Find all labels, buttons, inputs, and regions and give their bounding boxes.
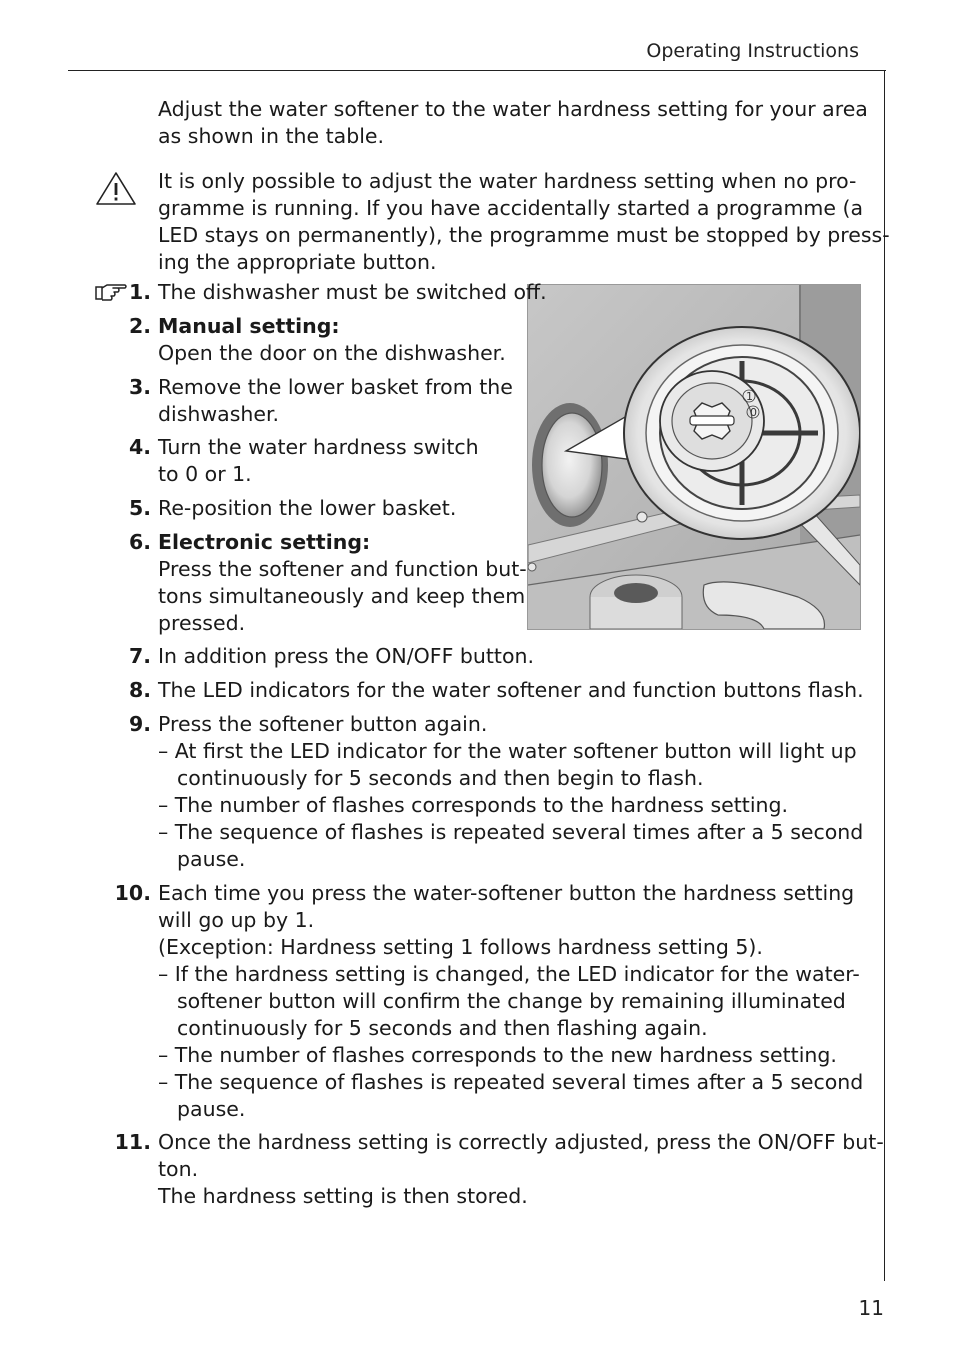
step-line: Press the softener and function but-: [158, 557, 527, 581]
step-body: [158, 529, 527, 637]
step-body: [158, 677, 864, 704]
step-number: 8.: [128, 678, 151, 702]
step-number: 10.: [114, 881, 151, 905]
warning-paragraph: [158, 168, 890, 276]
step-body: [158, 313, 506, 367]
step-number: 7.: [128, 644, 151, 668]
step-line: The hardness setting is then stored.: [158, 1184, 528, 1208]
side-rule: [884, 70, 885, 1281]
intro-line: as shown in the table.: [158, 124, 385, 148]
step-body: [158, 643, 534, 670]
step-number: 3.: [128, 375, 151, 399]
step-line: The dishwasher must be switched off.: [158, 280, 547, 304]
dial-label-0: 0: [750, 406, 757, 419]
step-bullet: – The number of flashes corresponds to the hardness setting.: [158, 793, 789, 817]
step-body: [158, 880, 863, 1123]
step-bullet-continued: continuously for 5 seconds and then flashing again.: [177, 1016, 708, 1040]
pointing-hand-icon: [94, 280, 128, 304]
water-softener-illustration: [527, 284, 861, 630]
step-line: Press the softener button again.: [158, 712, 488, 736]
step-bullet: – The sequence of flashes is repeated several times after a 5 second: [158, 1070, 864, 1094]
step-line: The LED indicators for the water softener and function buttons flash.: [158, 678, 864, 702]
step-bullet: – The number of flashes corresponds to the new hardness setting.: [158, 1043, 837, 1067]
warning-line: gramme is running. If you have accidentally started a programme (a: [158, 196, 864, 220]
warning-line: ing the appropriate button.: [158, 250, 437, 274]
step-heading: Manual setting:: [158, 314, 340, 338]
step-number: 1.: [128, 280, 151, 304]
intro-paragraph: [158, 96, 868, 150]
step-body: [158, 374, 513, 428]
warning-triangle-icon: [94, 170, 138, 208]
intro-line: Adjust the water softener to the water hardness setting for your area: [158, 97, 868, 121]
step-line: In addition press the ON/OFF button.: [158, 644, 535, 668]
step-bullet: – At first the LED indicator for the water softener button will light up: [158, 739, 857, 763]
step-bullet-continued: continuously for 5 seconds and then begin to flash.: [177, 766, 704, 790]
step-body: [158, 434, 479, 488]
step-bullet-continued: pause.: [177, 1097, 246, 1121]
step-heading: Electronic setting:: [158, 530, 371, 554]
header-rule: [68, 70, 886, 71]
step-line: ton.: [158, 1157, 199, 1181]
step-line: Open the door on the dishwasher.: [158, 341, 506, 365]
step-body: [158, 279, 547, 306]
page-number: 11: [858, 1296, 884, 1320]
warning-line: It is only possible to adjust the water hardness setting when no pro-: [158, 169, 857, 193]
step-line: pressed.: [158, 611, 246, 635]
step-bullet: – If the hardness setting is changed, the LED indicator for the water-: [158, 962, 860, 986]
step-line: Re-position the lower basket.: [158, 496, 457, 520]
step-line: Remove the lower basket from the: [158, 375, 513, 399]
step-line: will go up by 1.: [158, 908, 315, 932]
step-bullet-continued: pause.: [177, 847, 246, 871]
step-number: 5.: [128, 496, 151, 520]
step-number: 6.: [128, 530, 151, 554]
step-number: 11.: [114, 1130, 151, 1154]
step-number: 9.: [128, 712, 151, 736]
step-line: to 0 or 1.: [158, 462, 252, 486]
step-line: Once the hardness setting is correctly adjusted, press the ON/OFF but-: [158, 1130, 884, 1154]
step-line: dishwasher.: [158, 402, 280, 426]
step-body: [158, 1129, 884, 1210]
step-line: (Exception: Hardness setting 1 follows hardness setting 5).: [158, 935, 763, 959]
running-header: Operating Instructions: [646, 40, 859, 62]
step-line: Turn the water hardness switch: [158, 435, 479, 459]
step-line: tons simultaneously and keep them: [158, 584, 526, 608]
step-bullet: – The sequence of flashes is repeated several times after a 5 second: [158, 820, 864, 844]
step-body: [158, 711, 863, 873]
step-number: 4.: [128, 435, 151, 459]
step-bullet-continued: softener button will confirm the change by remaining illuminated: [177, 989, 846, 1013]
warning-line: LED stays on permanently), the programme must be stopped by press-: [158, 223, 890, 247]
dial-label-1: 1: [746, 390, 753, 403]
step-body: [158, 495, 456, 522]
step-line: Each time you press the water-softener button the hardness setting: [158, 881, 855, 905]
step-number: 2.: [128, 314, 151, 338]
